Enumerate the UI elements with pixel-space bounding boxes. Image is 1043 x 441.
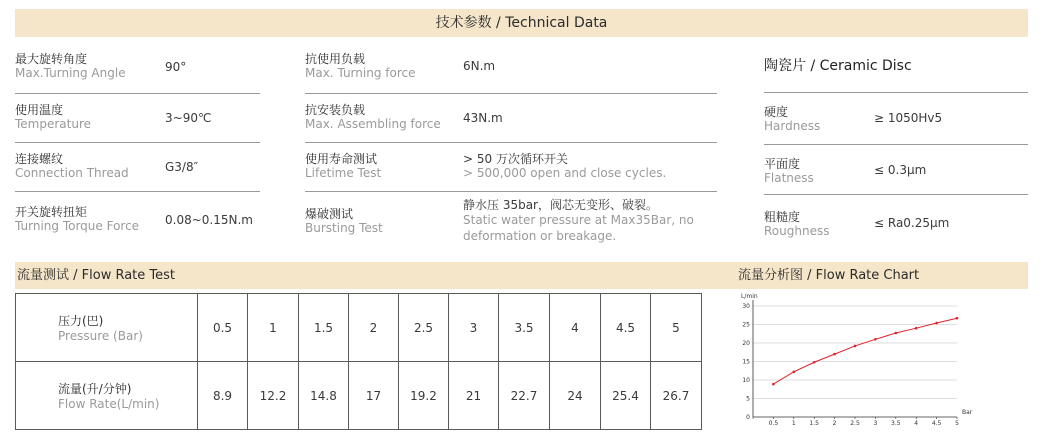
y-tick-label: 30 [742, 303, 750, 310]
pressure-cell: 0.5 [198, 294, 248, 362]
spec-label-en: Max. Turning force [305, 66, 416, 80]
spec-label-en: Hardness [764, 119, 821, 133]
spec-row-bursting [305, 195, 717, 247]
spec-value: > 50 万次循环开关 [463, 152, 568, 166]
data-point [793, 371, 796, 374]
pressure-cell: 4 [550, 294, 601, 362]
pressure-label-cell [16, 294, 198, 362]
divider [764, 194, 1028, 195]
spec-label-cn: 使用寿命测试 [305, 152, 378, 166]
x-axis-label: Bar [962, 409, 973, 416]
ceramic-row-hardness [764, 100, 1028, 140]
spec-value: 静水压 35bar，阀芯无变形、破裂。 [463, 198, 658, 212]
flow-row [16, 362, 702, 430]
pressure-cell: 1.5 [299, 294, 349, 362]
data-point [915, 327, 918, 330]
spec-row-turning-angle [15, 47, 260, 93]
spec-label-en: Turning Torque Force [15, 219, 140, 233]
spec-label-cn: 平面度 [764, 157, 801, 171]
x-tick-label: 1 [791, 420, 796, 427]
divider [764, 92, 1028, 93]
spec-label-cn: 硬度 [764, 105, 789, 119]
data-point [854, 345, 857, 348]
technical-data-header [15, 9, 1028, 37]
flow-label-cell [16, 362, 198, 430]
data-point [935, 322, 938, 325]
divider [305, 191, 717, 192]
flow-cell: 26.7 [651, 362, 702, 430]
spec-row-turning-force [305, 47, 717, 93]
spec-value-en: > 500,000 open and close cycles. [463, 166, 667, 180]
y-tick-label: 5 [746, 395, 750, 403]
spec-label-en: Temperature [15, 117, 92, 131]
spec-value: ≤ Ra0.25μm [874, 216, 950, 230]
y-axis-label: L/min [741, 293, 758, 300]
spec-label-en: Lifetime Test [305, 166, 382, 180]
divider [305, 142, 717, 143]
spec-value: 3~90℃ [165, 111, 212, 125]
pressure-cell: 2 [349, 294, 399, 362]
x-tick-label: 2.5 [850, 420, 860, 427]
flow-cell: 19.2 [399, 362, 449, 430]
flow-rate-test-title: 流量测试 / Flow Rate Test [17, 268, 175, 283]
flow-cell: 12.2 [248, 362, 299, 430]
y-tick-label: 0 [746, 414, 750, 421]
flow-rate-chart [735, 289, 975, 429]
pressure-cell: 4.5 [601, 294, 651, 362]
spec-label-en: Max.Turning Angle [15, 66, 126, 80]
x-tick-label: 3 [873, 420, 878, 427]
divider [15, 93, 260, 94]
x-tick-label: 0.5 [768, 420, 779, 427]
x-tick-label: 1.5 [809, 420, 819, 427]
x-tick-label: 4.5 [931, 420, 942, 427]
flow-cell: 14.8 [299, 362, 349, 430]
spec-label-cn: 抗安装负载 [305, 103, 366, 117]
flow-label-en: Flow Rate(L/min) [58, 397, 160, 411]
spec-value: 0.08~0.15N.m [165, 213, 253, 227]
spec-label-cn: 连接螺纹 [15, 152, 64, 166]
pressure-cell: 5 [651, 294, 702, 362]
spec-label-cn: 最大旋转角度 [15, 52, 88, 66]
divider [764, 144, 1028, 145]
flow-series-line [773, 318, 957, 384]
flow-rate-chart-title: 流量分析图 / Flow Rate Chart [738, 268, 920, 283]
spec-mid-column [305, 47, 717, 247]
spec-label-cn: 开关旋转扭矩 [15, 205, 88, 219]
pressure-cell: 1 [248, 294, 299, 362]
spec-row-thread [15, 148, 260, 188]
spec-row-lifetime [305, 148, 717, 188]
data-point [833, 353, 836, 356]
spec-label-en: Bursting Test [305, 221, 383, 235]
ceramic-disc-title: 陶瓷片 / Ceramic Disc [764, 58, 912, 74]
x-tick-label: 3.5 [891, 420, 901, 427]
spec-label-cn: 抗使用负载 [305, 52, 366, 66]
pressure-cell: 2.5 [399, 294, 449, 362]
ceramic-row-roughness [764, 205, 1028, 245]
flow-cell: 21 [449, 362, 499, 430]
pressure-label-en: Pressure (Bar) [58, 329, 143, 343]
spec-row-torque [15, 201, 260, 241]
spec-label-en: Connection Thread [15, 166, 129, 180]
spec-label-cn: 爆破测试 [305, 207, 354, 221]
flow-cell: 8.9 [198, 362, 248, 430]
spec-label-en: Max. Assembling force [305, 117, 441, 131]
pressure-cell: 3 [449, 294, 499, 362]
spec-value: 43N.m [463, 111, 503, 125]
spec-value-en-cont: deformation or breakage. [463, 229, 617, 243]
spec-value: ≥ 1050Hv5 [874, 111, 943, 125]
spec-row-temperature [15, 99, 260, 139]
spec-label-en: Flatness [764, 171, 814, 185]
technical-data-title: 技术参数 / Technical Data [435, 15, 608, 31]
x-tick-label: 2 [832, 420, 837, 427]
ceramic-row-flatness [764, 152, 1028, 192]
divider [15, 191, 260, 192]
pressure-label-cn: 压力(巴) [58, 314, 104, 328]
data-point [895, 332, 898, 335]
y-tick-label: 10 [742, 377, 750, 384]
flow-label-cn: 流量(升/分钟) [58, 382, 132, 396]
spec-value: 90° [165, 60, 187, 74]
spec-label-en: Roughness [764, 224, 830, 238]
data-point [956, 317, 959, 320]
spec-row-assembling-force [305, 99, 717, 139]
y-tick-label: 15 [742, 358, 750, 366]
divider [305, 93, 717, 94]
spec-left-column [15, 47, 260, 247]
divider [15, 142, 260, 143]
y-tick-label: 25 [742, 321, 750, 329]
spec-value: G3/8″ [165, 160, 199, 174]
x-tick-label: 4 [914, 420, 919, 427]
data-point [813, 361, 816, 364]
x-tick-label: 5 [955, 420, 959, 427]
spec-value: ≤ 0.3μm [874, 163, 927, 177]
flow-cell: 17 [349, 362, 399, 430]
flow-cell: 24 [550, 362, 601, 430]
flow-rate-table [15, 293, 702, 430]
spec-value: 6N.m [463, 59, 496, 73]
pressure-row [16, 294, 702, 362]
flow-cell: 25.4 [601, 362, 651, 430]
spec-value-en: Static water pressure at Max35Bar, no [463, 213, 694, 227]
flow-section-header [15, 262, 1028, 289]
data-point [874, 338, 877, 341]
spec-label-cn: 粗糙度 [764, 210, 801, 224]
ceramic-column [764, 92, 1028, 247]
y-tick-label: 20 [742, 340, 750, 347]
pressure-cell: 3.5 [499, 294, 550, 362]
data-point [772, 383, 775, 386]
spec-label-cn: 使用温度 [15, 103, 64, 117]
flow-cell: 22.7 [499, 362, 550, 430]
